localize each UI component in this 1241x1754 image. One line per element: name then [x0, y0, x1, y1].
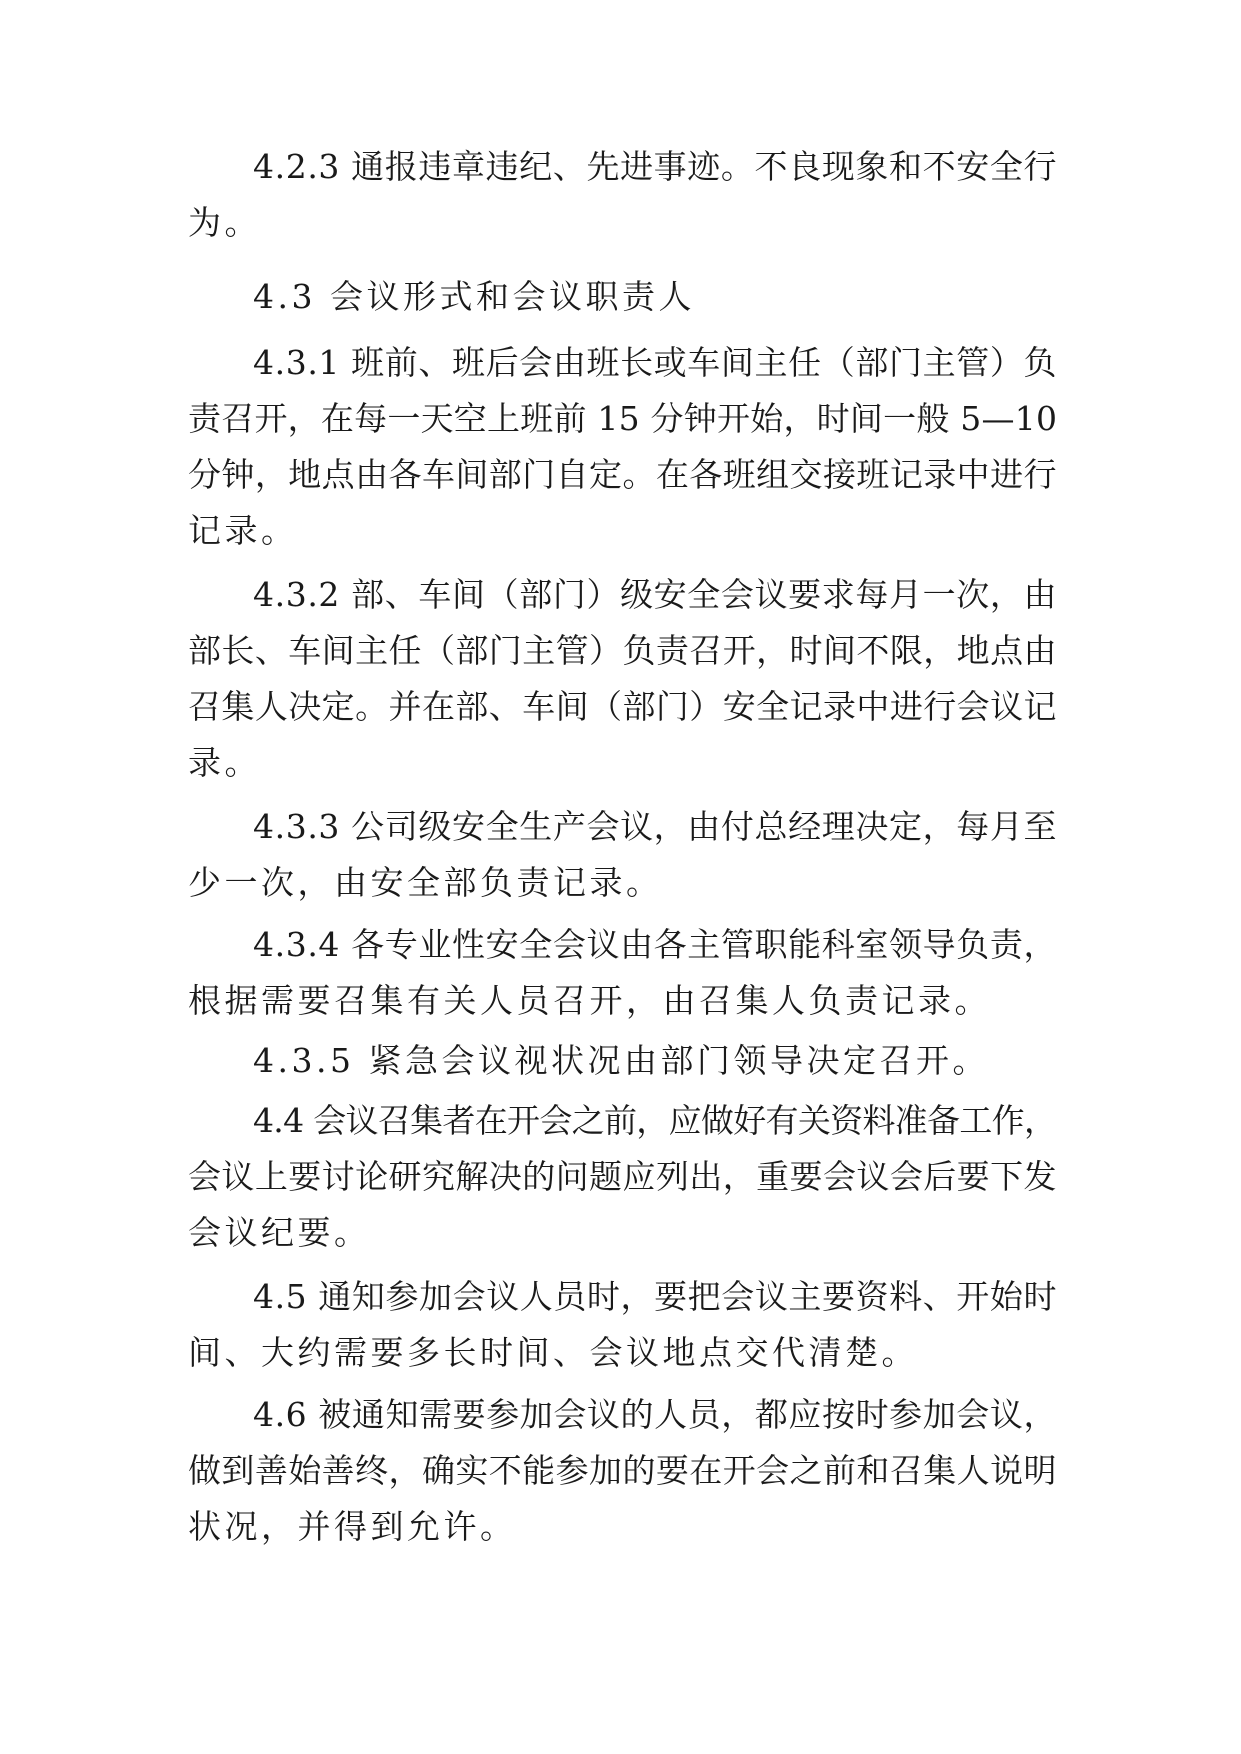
text-line: 部长、车间主任（部门主管）负责召开，时间不限，地点由 [188, 631, 1057, 670]
text-line: 4.5 通知参加会议人员时，要把会议主要资料、开始时 [253, 1277, 1058, 1316]
text-line: 少一次，由安全部负责记录。 [188, 863, 663, 902]
text-line: 会议纪要。 [188, 1213, 371, 1252]
text-line: 4.2.3 通报违章违纪、先进事迹。不良现象和不安全行 [253, 147, 1058, 186]
text-line: 录。 [188, 743, 261, 782]
text-line: 4.3.5 紧急会议视状况由部门领导决定召开。 [253, 1041, 989, 1080]
text-line: 分钟，地点由各车间部门自定。在各班组交接班记录中进行 [188, 455, 1057, 494]
text-line: 4.4 会议召集者在开会之前，应做好有关资料准备工作， [253, 1101, 1057, 1140]
text-line: 为。 [188, 203, 261, 242]
text-line: 会议上要讨论研究解决的问题应列出，重要会议会后要下发 [188, 1157, 1057, 1196]
text-line: 根据需要召集有关人员召开，由召集人负责记录。 [188, 981, 991, 1020]
text-line: 做到善始善终，确实不能参加的要在开会之前和召集人说明 [188, 1451, 1057, 1490]
text-line: 状况，并得到允许。 [188, 1507, 517, 1546]
text-line: 间、大约需要多长时间、会议地点交代清楚。 [188, 1333, 918, 1372]
text-line: 4.3.1 班前、班后会由班长或车间主任（部门主管）负 [253, 343, 1058, 382]
text-line: 记录。 [188, 511, 298, 550]
text-line: 召集人决定。并在部、车间（部门）安全记录中进行会议记 [188, 687, 1057, 726]
text-line: 责召开，在每一天空上班前 15 分钟开始，时间一般 5—10 [188, 399, 1058, 438]
text-line: 4.6 被通知需要参加会议的人员，都应按时参加会议， [253, 1395, 1058, 1434]
section-heading: 4.3 会议形式和会议职责人 [253, 277, 695, 316]
text-line: 4.3.2 部、车间（部门）级安全会议要求每月一次，由 [253, 575, 1058, 614]
text-line: 4.3.3 公司级安全生产会议，由付总经理决定，每月至 [253, 807, 1058, 846]
text-line: 4.3.4 各专业性安全会议由各主管职能科室领导负责， [253, 925, 1058, 964]
